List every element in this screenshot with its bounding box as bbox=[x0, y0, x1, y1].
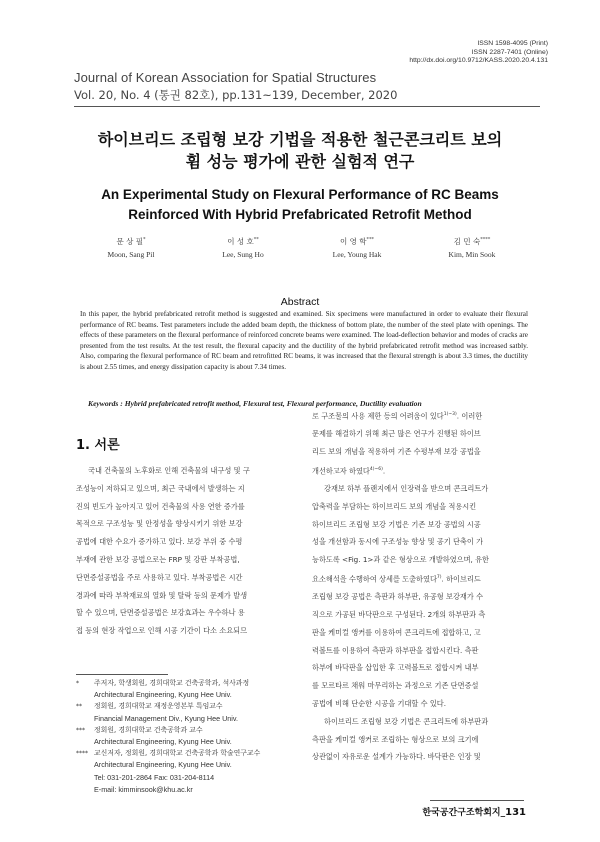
body-line: 능하도록 <Fig. 1>과 같은 형상으로 개발하였으며, 유한 bbox=[312, 555, 489, 565]
body-line: 문제를 해결하기 위해 최근 많은 연구가 진행된 하이브 bbox=[312, 429, 481, 439]
title-korean-line2: 휨 성능 평가에 관한 실험적 연구 bbox=[185, 152, 415, 171]
title-korean-line1: 하이브리드 조립형 보강 기법을 적용한 철근콘크리트 보의 bbox=[97, 130, 503, 149]
footnote-item bbox=[76, 748, 296, 796]
author-name-en: Lee, Young Hak bbox=[332, 250, 382, 259]
body-line: 압축력을 부담하는 하이브리드 보의 개념을 적용시킨 bbox=[312, 501, 477, 511]
author-mark: * bbox=[143, 236, 146, 243]
author-name-en: Kim, Min Sook bbox=[448, 250, 496, 259]
citation: 1)~3) bbox=[443, 412, 457, 417]
body-line-text: 개선하고자 하였다 bbox=[312, 466, 370, 476]
footer-divider bbox=[430, 800, 524, 801]
body-line-tail: . 이러한 bbox=[456, 411, 483, 421]
body-line: 공법에 대한 수요가 증가하고 있다. 보강 부위 중 수평 bbox=[76, 537, 243, 547]
footnote-ko: 정회원, 경희대학교 재정운영본부 특임교수 bbox=[94, 702, 223, 711]
body-line: 직으로 가공된 바닥판으로 구성된다. 2개의 하부판과 측 bbox=[312, 609, 486, 619]
footnote-email[interactable]: E-mail: kimminsook@khu.ac.kr bbox=[94, 784, 193, 794]
body-line: 측판을 케미컬 앵커로 조립하는 형상으로 보의 크기에 bbox=[312, 734, 479, 744]
footnotes bbox=[76, 678, 296, 796]
body-line-tail: . bbox=[382, 466, 386, 476]
footnote-mark: **** bbox=[76, 750, 88, 758]
footnote-en: Architectural Engineering, Kyung Hee Univ. bbox=[94, 760, 232, 770]
footnote-ko: 교신저자, 정회원, 경희대학교 건축공학과 학술연구교수 bbox=[94, 749, 261, 758]
footnote-item bbox=[76, 678, 296, 701]
body-line: 국내 건축물의 노후화로 인해 건축물의 내구성 및 구 bbox=[88, 466, 250, 475]
doi-link[interactable]: http://dx.doi.org/10.9712/KASS.2020.20.4.131 bbox=[409, 57, 548, 65]
keywords: Keywords : Hybrid prefabricated retrofit method, Flexural test, Flexural performance, Ductility evaluation bbox=[88, 399, 422, 408]
page-number: 131 bbox=[505, 807, 526, 818]
author-1 bbox=[86, 236, 176, 259]
body-line bbox=[312, 461, 529, 480]
body-line: 조립형 보강 공법은 측판과 하부판, 유공형 보강재가 수 bbox=[312, 592, 484, 602]
issn-block bbox=[288, 40, 548, 66]
journal-name: Journal of Korean Association for Spatial Structures bbox=[74, 70, 377, 85]
title-english-line1: An Experimental Study on Flexural Performance of RC Beams bbox=[101, 187, 499, 202]
citation: 7) bbox=[436, 574, 442, 580]
body-line-text: 요소해석을 수행하여 상세를 도출하였다 bbox=[312, 574, 437, 584]
body-line-text: 로 구조물의 사용 제한 등의 어려움이 있다 bbox=[312, 411, 444, 421]
issn-print: ISSN 1598-4095 (Print) bbox=[477, 40, 548, 47]
footer-separator: _ bbox=[500, 808, 506, 818]
body-line: 를 모르타르 채워 마무리하는 과정으로 기존 단면증설 bbox=[312, 681, 479, 691]
footnote-mark: * bbox=[76, 680, 79, 687]
body-line: 공법에 비해 단순한 시공을 기대할 수 있다. bbox=[312, 698, 447, 708]
author-mark: ** bbox=[253, 236, 259, 243]
footnote-item bbox=[76, 701, 296, 724]
author-name-ko: 김 민 숙 bbox=[453, 237, 481, 246]
footnote-mark: ** bbox=[76, 703, 82, 711]
body-line: 하이브리드 조립형 보강 기법은 콘크리트에 하부판과 bbox=[324, 716, 489, 726]
footnote-ko: 정회원, 경희대학교 건축공학과 교수 bbox=[94, 725, 203, 734]
footnote-en: Financial Management Div., Kyung Hee Univ. bbox=[94, 713, 238, 723]
body-line: 접 등의 현장 작업으로 인해 시공 기간이 다소 소요되므 bbox=[76, 626, 248, 636]
body-line: 성을 개선함과 동시에 구조성능 향상 및 공기 단축이 가 bbox=[312, 537, 484, 547]
body-line: 하이브리드 조립형 보강 기법은 기존 보강 공법의 시공 bbox=[312, 519, 481, 529]
author-mark: **** bbox=[480, 236, 491, 243]
issn-online: ISSN 2287-7401 (Online) bbox=[471, 48, 548, 56]
body-line: 진의 빈도가 높아지고 있어 건축물의 사용 연한 증가를 bbox=[76, 501, 245, 511]
body-line: 력볼트를 이용하여 측판과 하부판을 접합시킨다. 측판 bbox=[312, 645, 479, 655]
author-name-ko: 문 상 필 bbox=[116, 237, 143, 246]
body-line: 조성능이 저하되고 있으며, 최근 국내에서 발생하는 지 bbox=[76, 483, 245, 493]
title-english-line2: Reinforced With Hybrid Prefabricated Retrofit Method bbox=[128, 207, 472, 222]
footnote-en: Architectural Engineering, Kyung Hee Univ. bbox=[94, 690, 232, 700]
body-line: 리드 보의 개념을 적용하여 기존 수평부재 보강 공법을 bbox=[312, 446, 481, 456]
author-2 bbox=[198, 236, 288, 259]
body-line: 하부에 바닥판을 삽입한 후 고력볼트로 접합시켜 내부 bbox=[312, 663, 479, 673]
body-line: 단면증설공법을 주로 사용하고 있다. 부착공법은 시간 bbox=[76, 572, 243, 582]
footnote-mark: *** bbox=[76, 726, 85, 734]
body-line: 목적으로 구조성능 및 안정성을 향상시키기 위한 보강 bbox=[76, 519, 243, 529]
author-name-ko: 이 영 학 bbox=[339, 237, 367, 246]
body-line-tail: . 하이브리드 bbox=[441, 574, 481, 584]
body-line: 할 수 있으며, 단면증설공법은 보강효과는 우수하나 용 bbox=[76, 608, 245, 618]
citation: 4)~6) bbox=[369, 466, 383, 472]
footer-journal-name: 한국공간구조학회지 bbox=[422, 808, 501, 818]
footnote-divider bbox=[76, 674, 168, 675]
abstract-heading: Abstract bbox=[280, 296, 320, 308]
header-divider bbox=[74, 106, 540, 107]
body-right-column bbox=[312, 406, 529, 766]
author-name-ko: 이 성 호 bbox=[227, 237, 254, 246]
page-footer bbox=[422, 805, 526, 818]
body-line: 상관없이 자유로운 설계가 가능하다. 바닥판은 인장 및 bbox=[312, 752, 481, 762]
footnote-item bbox=[76, 725, 296, 748]
author-name-en: Moon, Sang Pil bbox=[107, 250, 155, 259]
footnote-ko: 주저자, 학생회원, 경희대학교 건축공학과, 석사과정 bbox=[94, 679, 250, 687]
body-line: 강재보 하부 플랜지에서 인장력을 받으며 콘크리트가 bbox=[324, 483, 489, 493]
author-3 bbox=[312, 236, 402, 259]
section-heading: 1. 서론 bbox=[76, 438, 120, 453]
author-mark: *** bbox=[366, 236, 374, 243]
journal-volume-line: Vol. 20, No. 4 (통권 82호), pp.131~139, December, 2020 bbox=[74, 88, 398, 102]
body-line bbox=[312, 569, 529, 588]
author-name-en: Lee, Sung Ho bbox=[222, 250, 264, 259]
body-line: 판을 케미컬 앵커를 이용하여 콘크리트에 접합하고, 고 bbox=[312, 627, 481, 637]
footnote-en: Architectural Engineering, Kyung Hee Univ. bbox=[94, 737, 232, 747]
body-line bbox=[312, 406, 529, 425]
footnote-tel: Tel: 031-201-2864 Fax: 031-204-8114 bbox=[94, 772, 215, 782]
body-line: 부재에 관한 보강 공법으로는 FRP 및 강판 부착공법, bbox=[76, 554, 240, 564]
body-left-column bbox=[76, 462, 289, 640]
author-4 bbox=[427, 236, 517, 259]
abstract-text: In this paper, the hybrid prefabricated retrofit method is suggested and examined. Six specimens were manufactured in order to evaluate their flexural performance of RC beams. Test parameters include the added beam depth, the thickness of bottom plate, the number of the steel plate with openings. The effects of these parameters on the flexural performance of reinforced concrete beams were examined. The load-deflection behavior and modes of cracks are presented from the test results. At the test result, the flexural capacity and the ductility of the hybrid prefabricated retrofit method was increased satbly. Also, comparing the flexural performance of RC beam and retrofitted RC beams, it was increased that the flexural strength is about 3.3 times, the ductility is about 2.55 times, and energy dissipation capacity is about 7.34 times. bbox=[80, 310, 528, 371]
body-line: 경과에 따라 부착재료의 열화 및 탈락 등의 문제가 발생 bbox=[76, 590, 248, 600]
